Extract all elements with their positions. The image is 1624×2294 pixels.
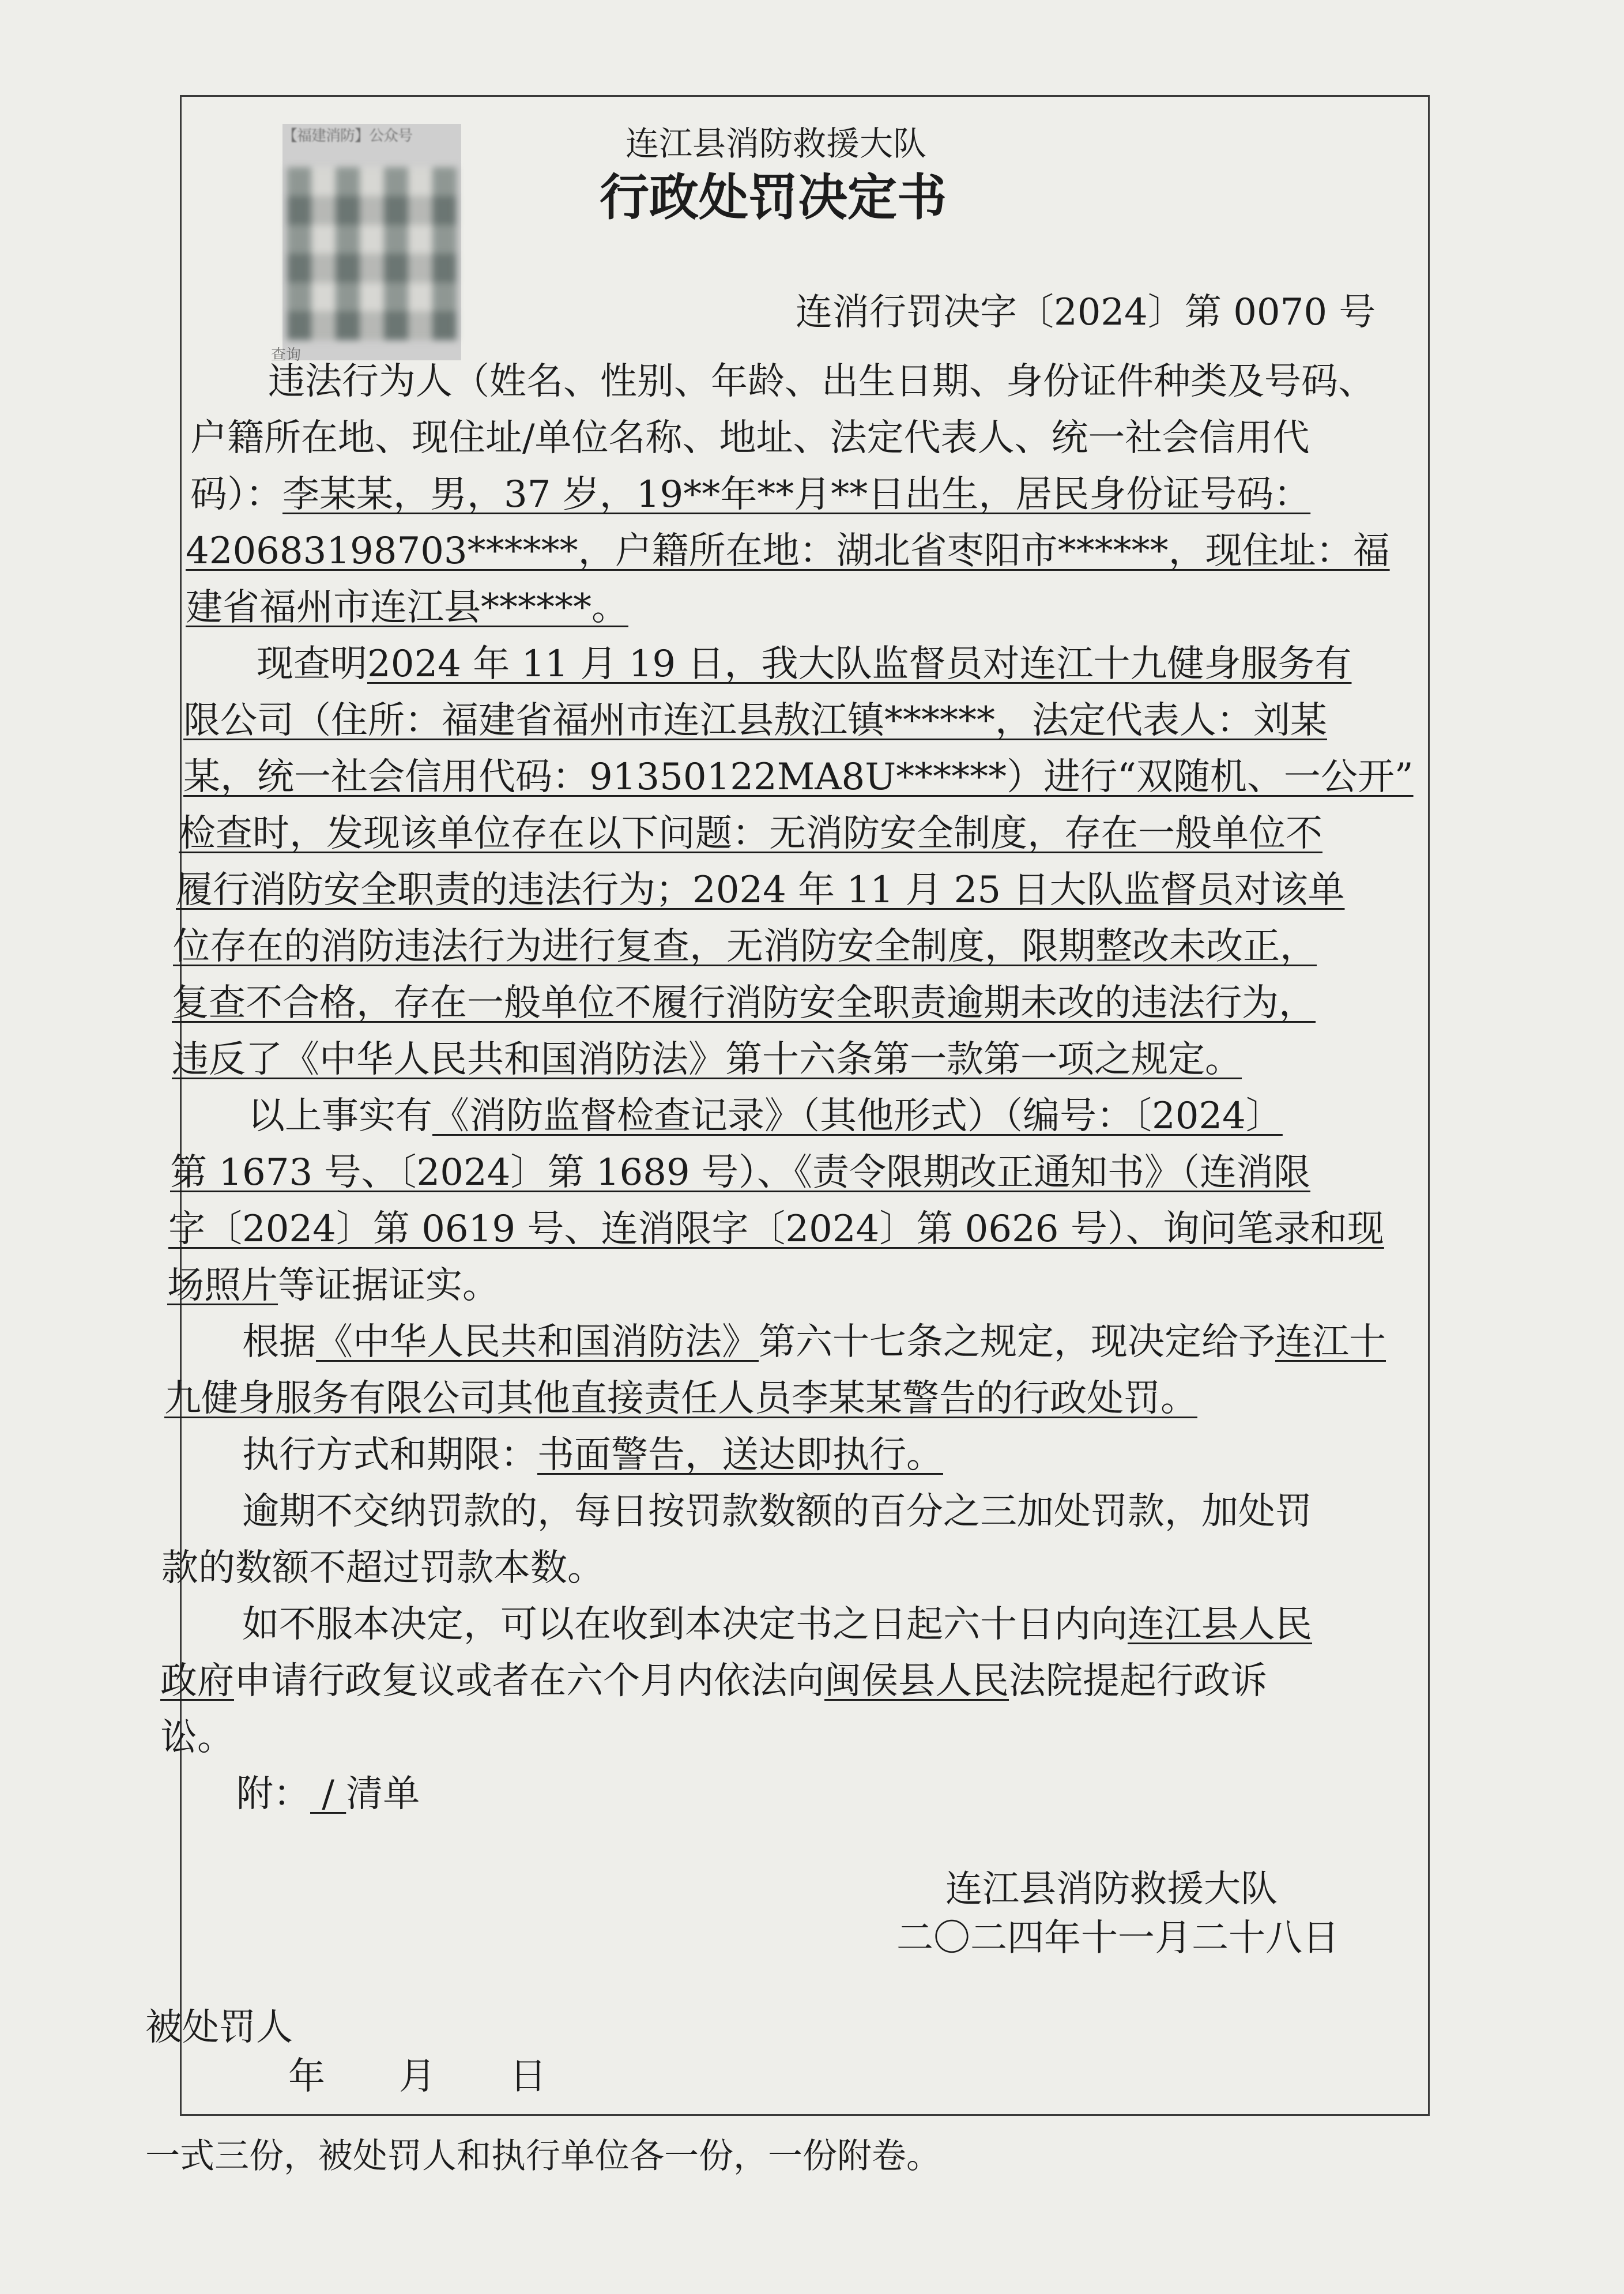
body-line-16: 字〔2024〕第 0619 号、连消限字〔2024〕第 0626 号）、询问笔录和现 [168, 1208, 1384, 1250]
copies-note: 一式三份，被处罚人和执行单位各一份，一份附卷。 [145, 2136, 941, 2176]
body-line-23a: 如不服本决定，可以在收到本决定书之日起六十日内向 [242, 1603, 1128, 1646]
body-line-19: 九健身服务有限公司其他直接责任人员李某某警告的行政处罚。 [164, 1377, 1197, 1420]
body-line-24d: 法院提起行政诉 [1009, 1660, 1267, 1702]
body-line-18d: 连江十 [1275, 1321, 1386, 1363]
body-line-24b: 申请行政复议或者在六个月内依法向 [234, 1660, 824, 1702]
body-line-14 [248, 1095, 1283, 1137]
qr-code-blurred [271, 124, 461, 364]
body-line-18a: 根据 [242, 1321, 316, 1363]
attachment-list: 清单 [346, 1773, 420, 1815]
body-line-17b: 等证据证实。 [278, 1264, 499, 1307]
body-line-6 [257, 643, 1352, 685]
court-name: 闽侯县人民 [824, 1660, 1009, 1702]
qr-label-top: 【福建消防】公众号 [282, 127, 413, 145]
issuing-agency: 连江县消防救援大队 [626, 124, 927, 163]
body-line-22: 款的数额不超过罚款本数。 [161, 1547, 604, 1589]
body-line-20 [242, 1434, 943, 1476]
body-line-18c: 第六十七条之规定，现决定给予 [759, 1321, 1275, 1363]
body-line-5: 建省福州市连江县******。 [186, 586, 628, 629]
body-line-23 [242, 1603, 1312, 1646]
document-number: 连消行罚决字〔2024〕第 0070 号 [796, 291, 1376, 334]
document-title: 行政处罚决定书 [600, 169, 947, 227]
execution-label: 执行方式和期限： [242, 1434, 537, 1476]
penalized-party-date: 年 月 日 [288, 2055, 547, 2098]
signature-date: 二〇二四年十一月二十八日 [896, 1917, 1339, 1960]
facts-start: 2024 年 11 月 19 日，我大队监督员对连江十九健身服务有 [367, 643, 1352, 685]
body-line-4: 420683198703******，户籍所在地：湖北省枣阳市******，现住址：福 [186, 530, 1390, 572]
body-line-9: 检查时，发现该单位存在以下问题：无消防安全制度，存在一般单位不 [179, 812, 1322, 855]
body-line-10: 履行消防安全职责的违法行为；2024 年 11 月 25 日大队监督员对该单 [176, 869, 1345, 911]
body-line-7: 限公司（住所：福建省福州市连江县敖江镇******，法定代表人：刘某 [183, 699, 1327, 742]
body-line-15: 第 1673 号、〔2024〕第 1689 号）、《责令限期改正通知书》（连消限 [170, 1151, 1310, 1194]
body-line-11: 位存在的消防违法行为进行复查，无消防安全制度，限期整改未改正， [173, 925, 1317, 968]
signature-agency: 连江县消防救援大队 [945, 1868, 1278, 1911]
evidence-start: 《消防监督检查记录》（其他形式）（编号：〔2024〕 [432, 1095, 1283, 1137]
body-line-12: 复查不合格，存在一般单位不履行消防安全职责逾期未改的违法行为， [172, 982, 1316, 1024]
penalized-party-label: 被处罚人 [145, 2006, 293, 2049]
body-line-14a: 以上事实有 [248, 1095, 432, 1137]
body-line-24a: 政府 [160, 1660, 234, 1702]
review-authority: 连江县人民 [1128, 1603, 1312, 1646]
attachment-line [236, 1773, 420, 1815]
qr-label-bottom: 查询 [271, 346, 302, 364]
attachment-value: / [310, 1773, 346, 1815]
body-line-3 [190, 473, 1311, 516]
body-line-25: 讼。 [160, 1716, 234, 1759]
body-line-1: 违法行为人（姓名、性别、年龄、出生日期、身份证件种类及号码、 [268, 360, 1375, 403]
body-line-17 [167, 1264, 499, 1307]
body-line-6a: 现查明 [257, 643, 367, 685]
offender-info: 李某某，男，37 岁，19**年**月**日出生，居民身份证号码： [282, 473, 1311, 516]
body-line-8: 某，统一社会信用代码：91350122MA8U******）进行“双随机、一公开” [183, 756, 1414, 798]
body-line-13: 违反了《中华人民共和国消防法》第十六条第一款第一项之规定。 [172, 1038, 1242, 1081]
attachment-label: 附： [236, 1773, 310, 1815]
qr-code-icon [287, 167, 457, 340]
body-line-21: 逾期不交纳罚款的，每日按罚款数额的百分之三加处罚款，加处罚 [242, 1490, 1312, 1533]
body-line-18 [242, 1321, 1386, 1363]
execution-method: 书面警告，送达即执行。 [537, 1434, 943, 1476]
body-line-17a: 场照片 [167, 1264, 278, 1307]
body-line-3a: 码）： [190, 473, 282, 516]
law-name: 《中华人民共和国消防法》 [316, 1321, 759, 1363]
body-line-24 [160, 1660, 1267, 1702]
body-line-2: 户籍所在地、现住址/单位名称、地址、法定代表人、统一社会信用代 [190, 417, 1310, 459]
